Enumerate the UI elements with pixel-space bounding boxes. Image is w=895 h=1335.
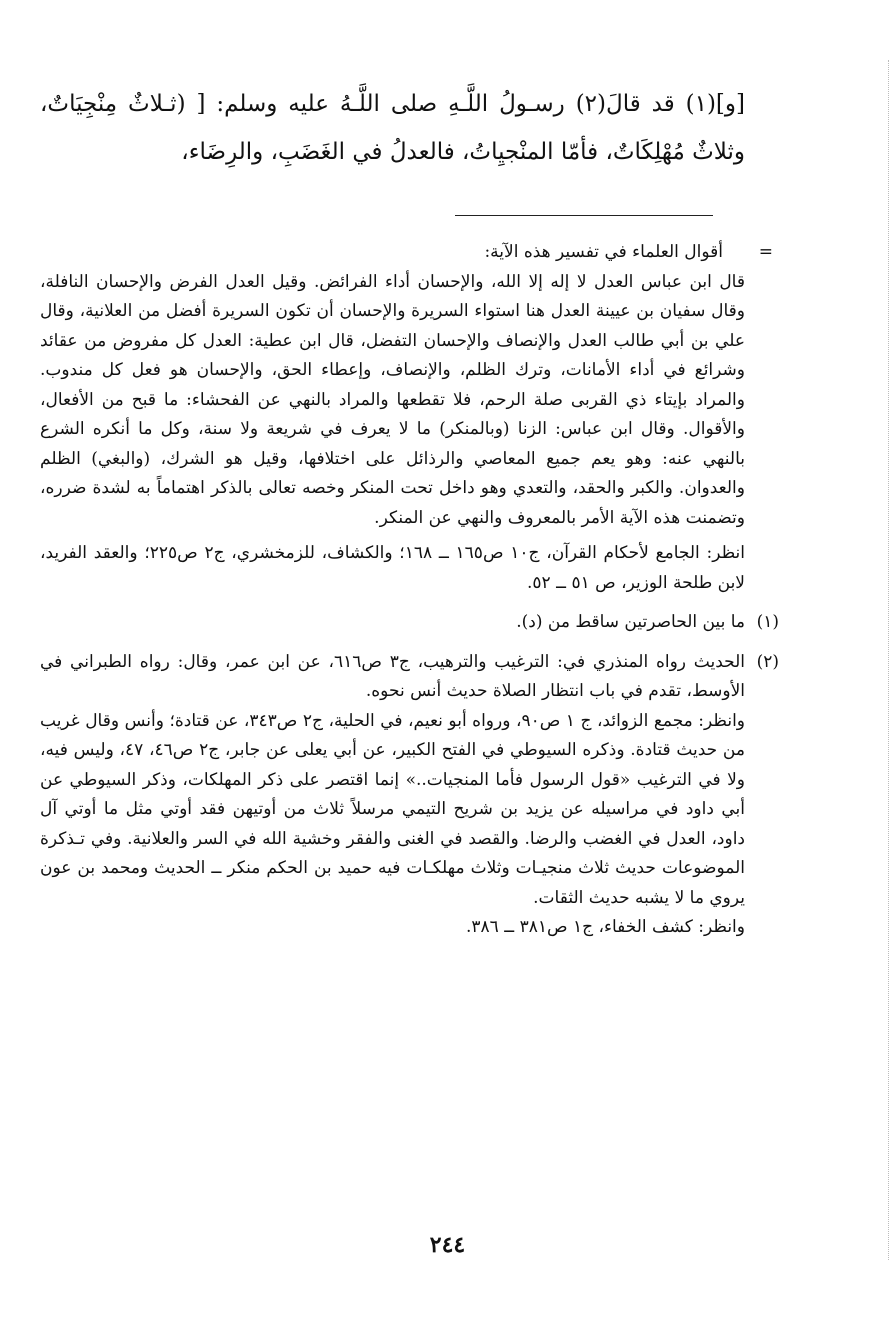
continued-note-reference: انظر: الجامع لأحكام القرآن، ج١٠ ص١٦٥ ــ ١٦٨؛ والكشاف، للزمخشري، ج٢ ص٢٢٥؛ والعقد الفريد، لابن طلحة الوزير، ص ٥١ ــ ٥٢. — [40, 543, 745, 593]
footnote-1-text: ما بين الحاصرتين ساقط من (د). — [516, 612, 745, 632]
footnote-2-paragraph-2: وانظر: مجمع الزوائد، ج ١ ص٩٠، ورواه أبو نعيم، في الحلية، ج٢ ص٣٤٣، عن قتادة؛ وأنس وقال غريب من حديث قتادة. وذكره السيوطي في الفتح الكبير، عن أبي يعلى عن جابر، ج٢ ص٤٦، ٤٧، وليس فيه، ولا في الترغيب «قول الرسول فأما المنجيات..» إنما اقتصر على ذكر المهلكات، وذكر السيوطي عن أبي داود في مراسيله عن يزيد بن شريح التيمي مرسلاً ثلاث من أوتيهن فقد أوتي مثل ما أوتي آل داود، العدل في الغضب والرضا. والقصد في الغنى والفقر وخشية الله في السر والعلانية. وفي تـذكرة الموضوعات حديث ثلاث منجيـات وثلاث مهلكـات فيه حميد بن الحكم منكر ــ الحديث ومحمد بن عون يروي ما لا يشبه حديث الثقات. — [40, 710, 746, 908]
main-paragraph: [و](١) قد قالَ(٢) رسـولُ اللَّـهِ صلى اللَّـهُ عليه وسلم: [ (ثـلاثٌ مِنْجِيَاتٌ، وثلاثٌ مُهْلِكَاتٌ، فأمّا المنْجيِاتُ، فالعدلُ في الغَضَبِ، والرِضَاء، — [40, 91, 745, 165]
footnote-1-number: (١) — [756, 612, 779, 632]
footnote-separator — [455, 215, 713, 216]
footnote-1 — [40, 608, 779, 638]
continuation-marker: = — [758, 242, 773, 262]
page-number: ٢٤٤ — [429, 1232, 466, 1258]
footnote-2-text: الحديث رواه المنذري في: الترغيب والترهيب، ج٣ ص٦١٦، عن ابن عمر، وقال: رواه الطبراني في الأوسط، تقدم في باب انتظار الصلاة حديث أنس نحوه. — [40, 651, 745, 701]
footnote-2 — [40, 648, 779, 707]
footnote-2-number: (٢) — [756, 651, 779, 672]
continued-note-heading — [40, 238, 773, 268]
footnotes-block — [40, 238, 779, 943]
footnote-2-paragraph-3: وانظر: كشف الخفاء، ج١ ص٣٨١ ــ ٣٨٦. — [465, 917, 745, 937]
main-text — [40, 80, 745, 176]
binding-edge — [888, 60, 889, 1260]
continued-note-heading-text: أقوال العلماء في تفسير هذه الآية: — [484, 242, 723, 262]
continued-note-body: قال ابن عباس العدل لا إله إلا الله، والإحسان أداء الفرائض. وقيل العدل الفرض والإحسان النافلة، وقال سفيان بن عيينة العدل هنا استواء السريرة والإحسان أن تكون السريرة أفضل من العلانية، وقال علي بن أبي طالب العدل والإنصاف والإحسان التفضل، قال ابن عطية: العدل كل مفروض من عقائد وشرائع في أداء الأمانات، وترك الظلم، والإنصاف، وإعطاء الحق، والإحسان هو فعل كل مندوب. والمراد بإيتاء ذي القربى صلة الرحم، فلا تقطعها والمراد بالنهي عن الفحشاء: ما قبح من الأفعال، والأقوال. وقال ابن عباس: الزنا (وبالمنكر) ما لا يعرف في شريعة ولا سنة، وكل ما أنكره الشرع بالنهي عنه: وهو يعم جميع المعاصي والرذائل على اختلافها، وقيل هو الشرك، (والبغي) الظلم والعدوان. والكبر والحقد، والتعدي وهو داخل تحت المنكر وخصه تعالى بالذكر اهتماماً به لشدة ضرره، وتضمنت هذه الآية الأمر بالمعروف والنهي عن المنكر. — [40, 271, 745, 528]
